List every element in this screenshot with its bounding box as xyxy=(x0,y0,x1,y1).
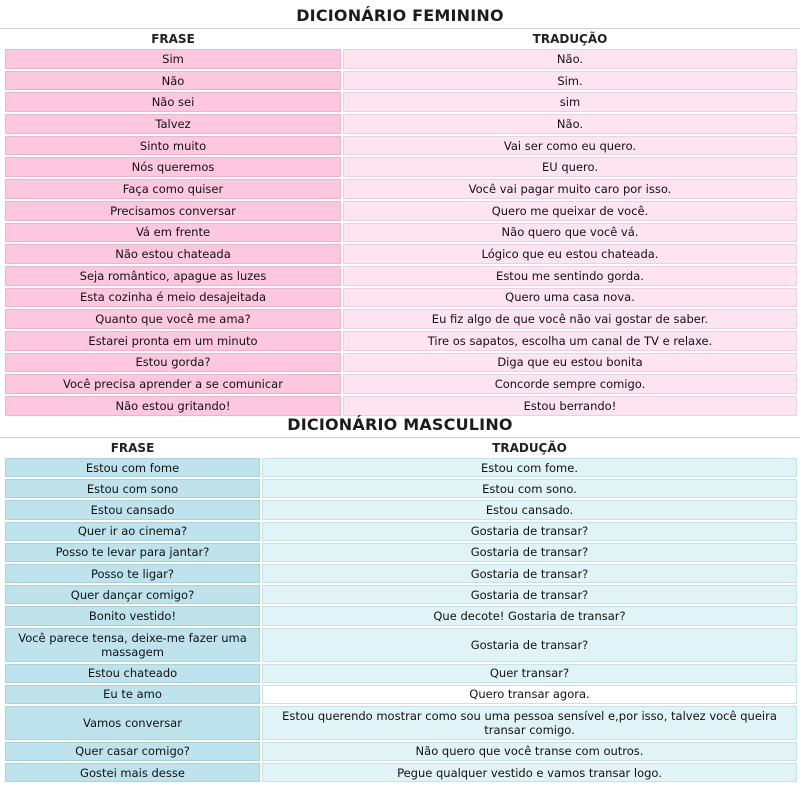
table-row xyxy=(5,71,797,91)
feminine-table xyxy=(3,29,799,418)
phrase-cell: Eu te amo xyxy=(5,685,260,704)
feminine-table-body xyxy=(5,49,797,416)
translation-cell: Estou com sono. xyxy=(262,479,797,498)
translation-cell: Não quero que você transe com outros. xyxy=(262,742,797,761)
table-row xyxy=(5,685,797,704)
translation-cell: Gostaria de transar? xyxy=(262,585,797,604)
translation-cell: Estou berrando! xyxy=(343,396,797,416)
phrase-cell: Não sei xyxy=(5,92,341,112)
translation-cell: Eu fiz algo de que você não vai gostar de saber. xyxy=(343,309,797,329)
translation-cell: Quero uma casa nova. xyxy=(343,288,797,308)
phrase-cell: Seja romântico, apague as luzes xyxy=(5,266,341,286)
translation-cell: Não. xyxy=(343,49,797,69)
phrase-cell: Você parece tensa, deixe-me fazer uma massagem xyxy=(5,628,260,662)
table-row xyxy=(5,288,797,308)
phrase-cell: Estou chateado xyxy=(5,664,260,683)
phrase-cell: Quanto que você me ama? xyxy=(5,309,341,329)
translation-cell: Sim. xyxy=(343,71,797,91)
table-row xyxy=(5,136,797,156)
table-row xyxy=(5,664,797,683)
translation-cell: Vai ser como eu quero. xyxy=(343,136,797,156)
phrase-cell: Estou com sono xyxy=(5,479,260,498)
phrase-cell: Você precisa aprender a se comunicar xyxy=(5,374,341,394)
table-row xyxy=(5,522,797,541)
table-row xyxy=(5,353,797,373)
phrase-cell: Posso te ligar? xyxy=(5,564,260,583)
table-row xyxy=(5,500,797,519)
translation-cell: EU quero. xyxy=(343,157,797,177)
feminine-header-phrase: FRASE xyxy=(5,31,341,47)
translation-cell: Concorde sempre comigo. xyxy=(343,374,797,394)
translation-cell: Não. xyxy=(343,114,797,134)
phrase-cell: Vá em frente xyxy=(5,223,341,243)
translation-cell: Gostaria de transar? xyxy=(262,564,797,583)
phrase-cell: Gostei mais desse xyxy=(5,763,260,782)
table-row xyxy=(5,742,797,761)
table-row xyxy=(5,157,797,177)
translation-cell: Gostaria de transar? xyxy=(262,543,797,562)
translation-cell: Tire os sapatos, escolha um canal de TV e relaxe. xyxy=(343,331,797,351)
table-row xyxy=(5,201,797,221)
phrase-cell: Quer casar comigo? xyxy=(5,742,260,761)
table-row xyxy=(5,92,797,112)
table-row xyxy=(5,374,797,394)
table-row xyxy=(5,458,797,477)
phrase-cell: Estou cansado xyxy=(5,500,260,519)
table-row xyxy=(5,331,797,351)
translation-cell: Gostaria de transar? xyxy=(262,522,797,541)
translation-cell: Estou cansado. xyxy=(262,500,797,519)
phrase-cell: Sinto muito xyxy=(5,136,341,156)
phrase-cell: Sim xyxy=(5,49,341,69)
table-row xyxy=(5,543,797,562)
phrase-cell: Quer ir ao cinema? xyxy=(5,522,260,541)
phrase-cell: Estou com fome xyxy=(5,458,260,477)
table-row xyxy=(5,564,797,583)
translation-cell: Lógico que eu estou chateada. xyxy=(343,244,797,264)
phrase-cell: Estarei pronta em um minuto xyxy=(5,331,341,351)
table-row xyxy=(5,244,797,264)
translation-cell: Quero transar agora. xyxy=(262,685,797,704)
phrase-cell: Estou gorda? xyxy=(5,353,341,373)
feminine-header-translation: TRADUÇÃO xyxy=(343,31,797,47)
phrase-cell: Posso te levar para jantar? xyxy=(5,543,260,562)
phrase-cell: Vamos conversar xyxy=(5,706,260,740)
translation-cell: Que decote! Gostaria de transar? xyxy=(262,606,797,625)
phrase-cell: Talvez xyxy=(5,114,341,134)
masculine-header-phrase: FRASE xyxy=(5,440,260,456)
translation-cell: Pegue qualquer vestido e vamos transar logo. xyxy=(262,763,797,782)
table-row xyxy=(5,585,797,604)
table-row xyxy=(5,114,797,134)
table-row xyxy=(5,49,797,69)
phrase-cell: Não xyxy=(5,71,341,91)
table-row xyxy=(5,479,797,498)
masculine-title: DICIONÁRIO MASCULINO xyxy=(287,415,513,434)
translation-cell: Diga que eu estou bonita xyxy=(343,353,797,373)
phrase-cell: Faça como quiser xyxy=(5,179,341,199)
phrase-cell: Não estou chateada xyxy=(5,244,341,264)
translation-cell: Você vai pagar muito caro por isso. xyxy=(343,179,797,199)
table-row xyxy=(5,628,797,662)
phrase-cell: Esta cozinha é meio desajeitada xyxy=(5,288,341,308)
translation-cell: Estou querendo mostrar como sou uma pessoa sensível e,por isso, talvez você queira transar comigo. xyxy=(262,706,797,740)
masculine-table-body xyxy=(5,458,797,782)
translation-cell: sim xyxy=(343,92,797,112)
table-row xyxy=(5,223,797,243)
phrase-cell: Nós queremos xyxy=(5,157,341,177)
masculine-dictionary xyxy=(0,413,800,784)
feminine-title: DICIONÁRIO FEMININO xyxy=(296,6,504,25)
translation-cell: Estou com fome. xyxy=(262,458,797,477)
table-row xyxy=(5,763,797,782)
table-row xyxy=(5,309,797,329)
masculine-header-translation: TRADUÇÃO xyxy=(262,440,797,456)
translation-cell: Estou me sentindo gorda. xyxy=(343,266,797,286)
phrase-cell: Quer dançar comigo? xyxy=(5,585,260,604)
translation-cell: Não quero que você vá. xyxy=(343,223,797,243)
table-row xyxy=(5,266,797,286)
phrase-cell: Precisamos conversar xyxy=(5,201,341,221)
table-row xyxy=(5,706,797,740)
translation-cell: Quero me queixar de você. xyxy=(343,201,797,221)
translation-cell: Gostaria de transar? xyxy=(262,628,797,662)
table-row xyxy=(5,606,797,625)
masculine-table xyxy=(3,438,799,784)
translation-cell: Quer transar? xyxy=(262,664,797,683)
table-row xyxy=(5,179,797,199)
phrase-cell: Bonito vestido! xyxy=(5,606,260,625)
phrase-cell: Não estou gritando! xyxy=(5,396,341,416)
